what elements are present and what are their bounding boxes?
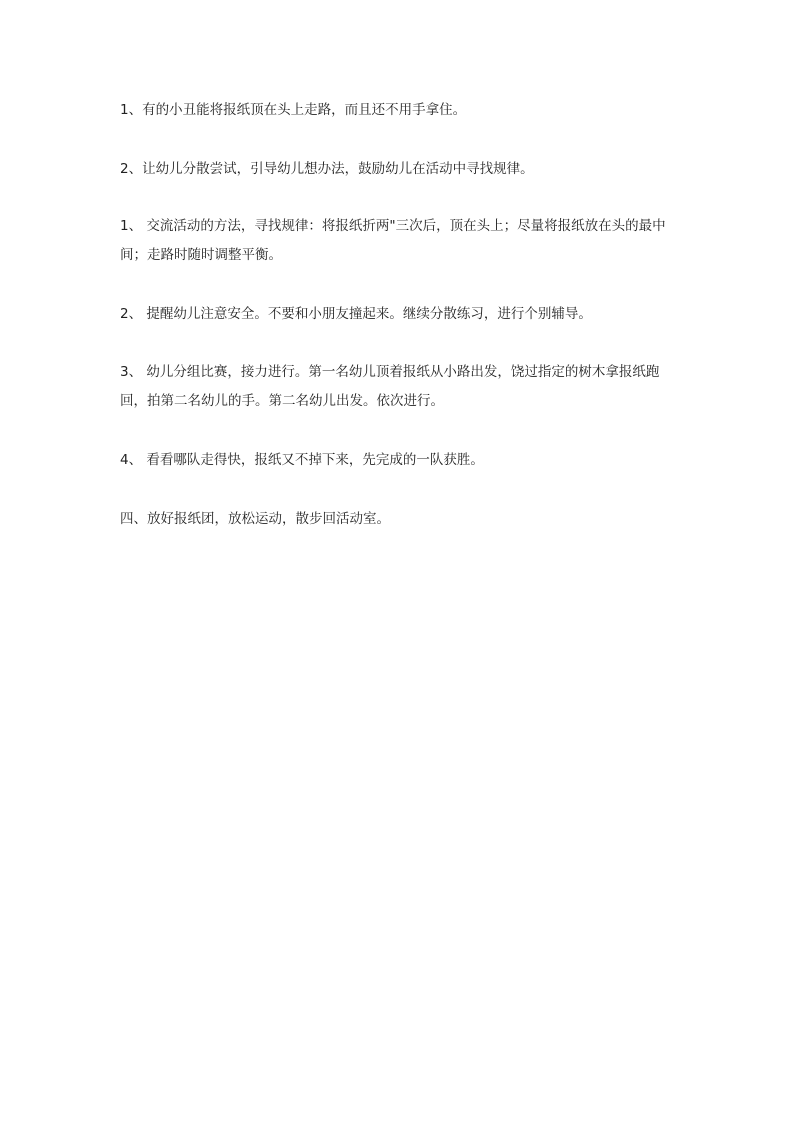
paragraph-closing-activity: 四、放好报纸团，放松运动，散步回活动室。 xyxy=(120,511,390,527)
paragraph-scattered-practice: 2、让幼儿分散尝试，引导幼儿想办法，鼓励幼儿在活动中寻找规律。 xyxy=(120,161,534,177)
paragraph-safety-reminder: 2、 提醒幼儿注意安全。不要和小朋友撞起来。继续分散练习，进行个别辅导。 xyxy=(120,306,592,322)
paragraph-relay-competition: 3、 幼儿分组比赛，接力进行。第一名幼儿顶着报纸从小路出发，饶过指定的树木拿报纸跑回，拍第二名幼儿的手。第二名幼儿出发。依次进行。 xyxy=(120,364,660,409)
paragraph-winning-team: 4、 看看哪队走得快，报纸又不掉下来，先完成的一队获胜。 xyxy=(120,452,484,468)
paragraph-clown-example: 1、有的小丑能将报纸顶在头上走路，而且还不用手拿住。 xyxy=(120,102,467,118)
paragraph-exchange-methods: 1、 交流活动的方法，寻找规律：将报纸折两"三次后，顶在头上；尽量将报纸放在头的最中间；走路时随时调整平衡。 xyxy=(120,218,666,263)
